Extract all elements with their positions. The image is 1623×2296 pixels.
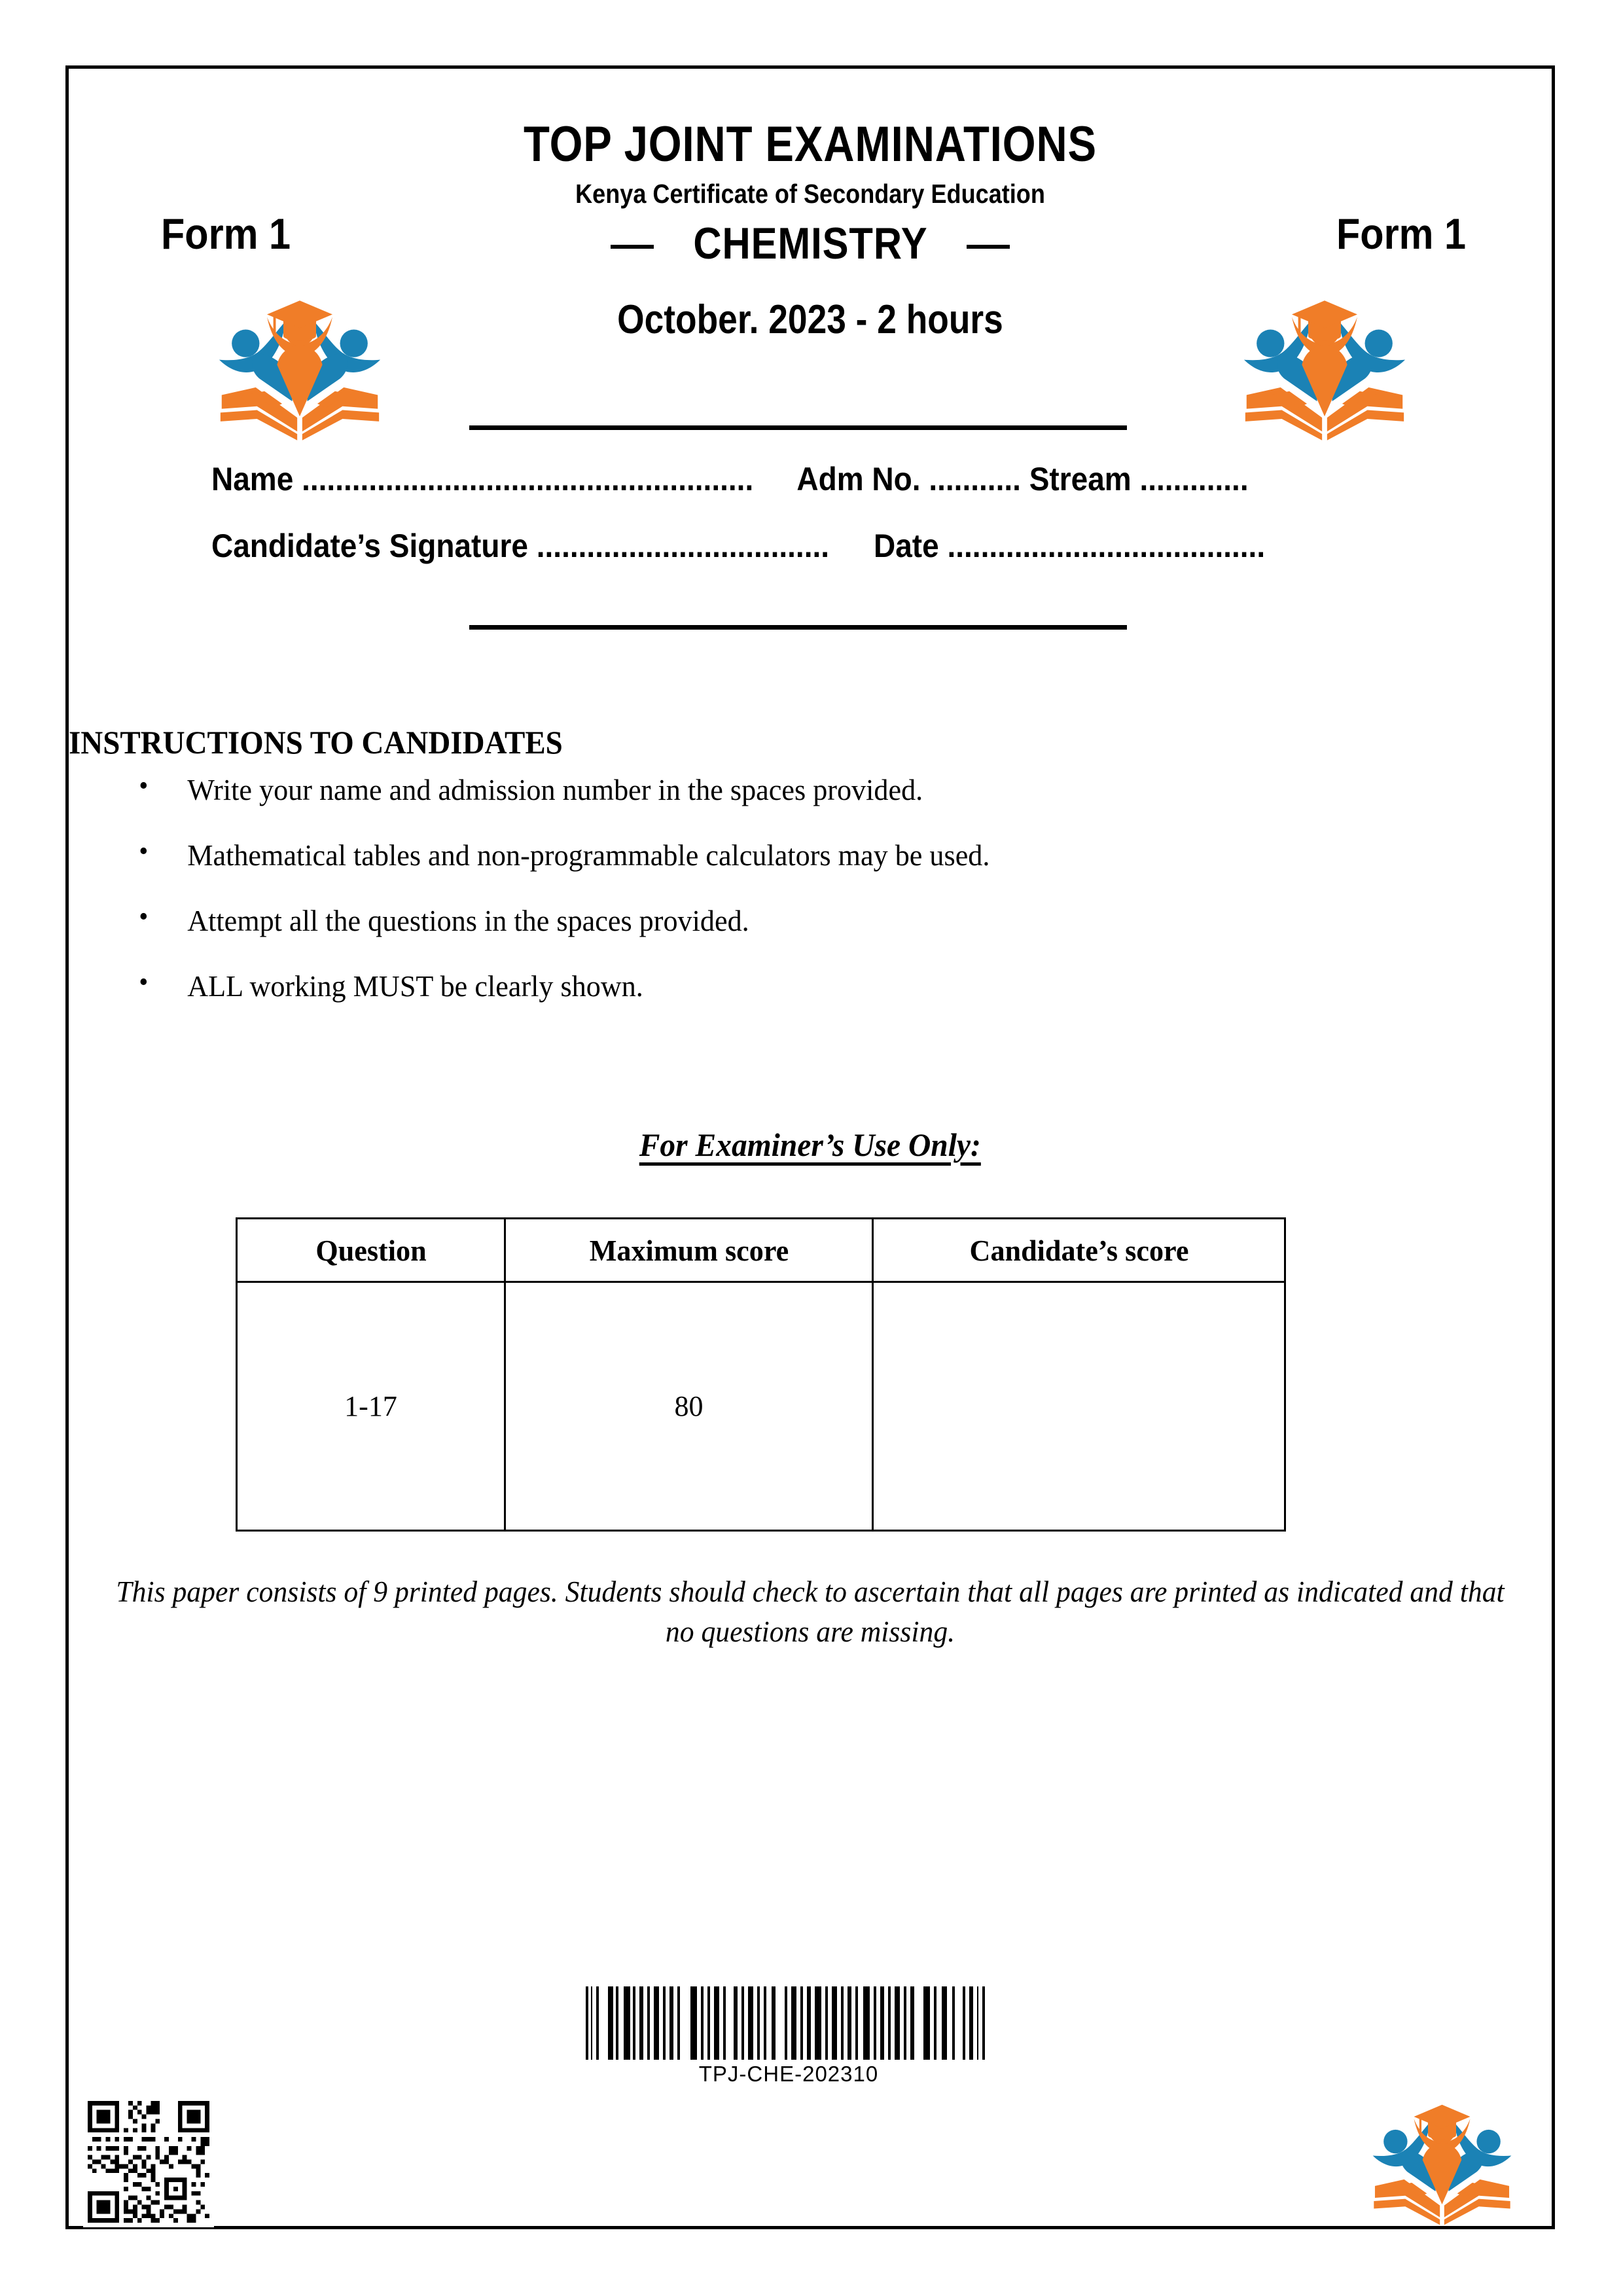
name-input[interactable]: ...................................................... (302, 461, 754, 497)
qr-code-icon (83, 2096, 214, 2227)
name-label: Name (211, 461, 294, 497)
adm-no-label: Adm No. (796, 461, 921, 497)
signature-label: Candidate’s Signature (211, 528, 528, 564)
bullet-icon: • (139, 967, 149, 997)
list-item (128, 903, 1384, 938)
dash-right-icon: — (966, 221, 1010, 266)
school-logo-icon (1243, 281, 1406, 442)
column-header-question: Question (242, 1219, 500, 1282)
exam-subtitle: Kenya Certificate of Secondary Education (575, 179, 1045, 209)
signature-input[interactable]: ................................... (536, 528, 830, 564)
cell-candidate-score[interactable] (873, 1282, 1285, 1531)
form-level-left: Form 1 (161, 209, 291, 258)
table-header-row (237, 1219, 1285, 1282)
barcode-block (586, 1986, 991, 2087)
examiner-score-table (236, 1217, 1286, 1532)
cell-question-range: 1-17 (237, 1282, 505, 1531)
stream-input[interactable]: ............. (1139, 461, 1249, 497)
school-logo-icon (218, 281, 382, 442)
candidate-identity-line (211, 460, 1410, 498)
list-item (128, 838, 1384, 872)
instruction-text: Mathematical tables and non-programmable calculators may be used. (187, 838, 990, 872)
header-divider-top (469, 425, 1127, 430)
form-level-right: Form 1 (1336, 209, 1466, 258)
instruction-text: Write your name and admission number in the spaces provided. (187, 773, 923, 806)
cell-maximum-score: 80 (505, 1282, 873, 1531)
instructions-list (128, 772, 1436, 1034)
subject-name: CHEMISTRY (692, 219, 928, 268)
bullet-icon: • (139, 902, 149, 932)
candidate-signature-line (211, 527, 1410, 565)
exam-page-border (65, 65, 1555, 2229)
bullet-icon: • (139, 836, 149, 867)
bullet-icon: • (139, 771, 149, 801)
adm-no-input[interactable]: ........... (929, 461, 1021, 497)
column-header-maximum-score: Maximum score (512, 1219, 866, 1282)
examiner-use-heading-text: For Examiner’s Use Only: (639, 1126, 982, 1163)
date-label: Date (873, 528, 939, 564)
subject-row (69, 218, 1552, 269)
list-item (128, 969, 1384, 1003)
instruction-text: ALL working MUST be clearly shown. (187, 969, 643, 1003)
table-row (237, 1282, 1285, 1531)
exam-title: TOP JOINT EXAMINATIONS (524, 117, 1097, 172)
examiner-use-heading (69, 1126, 1552, 1164)
dash-left-icon: — (611, 221, 654, 266)
instructions-heading: INSTRUCTIONS TO CANDIDATES (69, 724, 563, 761)
school-logo-icon (1372, 2088, 1512, 2227)
barcode-label: TPJ-CHE-202310 (698, 2062, 879, 2086)
exam-date: October. 2023 - 2 hours (617, 297, 1003, 342)
instruction-text: Attempt all the questions in the spaces provided. (187, 904, 749, 937)
stream-label: Stream (1029, 461, 1132, 497)
list-item (128, 772, 1384, 807)
barcode-icon (586, 1986, 991, 2060)
column-header-candidate-score: Candidate’s score (881, 1219, 1277, 1282)
page-count-note: This paper consists of 9 printed pages. Students should check to ascertain that all pages are printed as indicated and that no questions are missing. (116, 1575, 1505, 1648)
date-input[interactable]: ...................................... (947, 528, 1266, 564)
header-divider-bottom (469, 625, 1127, 630)
